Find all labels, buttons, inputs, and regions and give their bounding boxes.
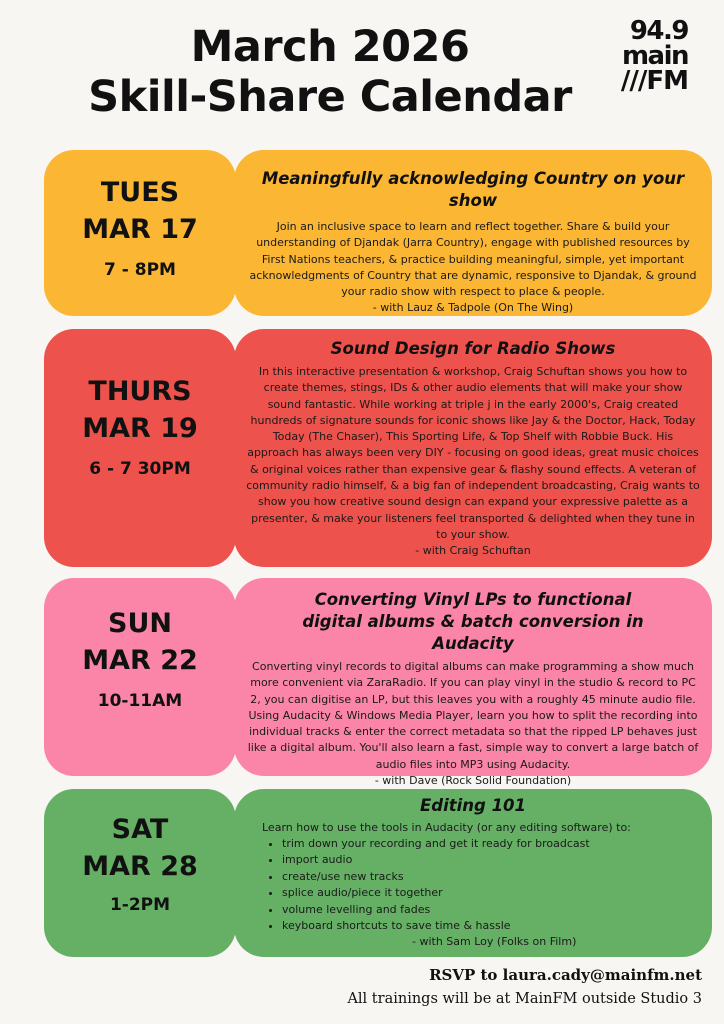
event-title: Converting Vinyl LPs to functional digital albums & batch conversion in Audacity bbox=[302, 590, 644, 653]
event-credit: - with Sam Loy (Folks on Film) bbox=[412, 935, 577, 949]
event-date-box bbox=[44, 789, 236, 957]
event-intro: Learn how to use the tools in Audacity (or any editing software) to: bbox=[262, 821, 631, 834]
event-date: MAR 17 bbox=[82, 214, 198, 245]
event-title: Sound Design for Radio Shows bbox=[330, 339, 616, 358]
logo-main: main bbox=[621, 41, 688, 71]
list-item: • keyboard shortcuts to save time & hassle bbox=[282, 918, 712, 934]
event-date-box bbox=[44, 329, 236, 567]
mainfm-logo bbox=[610, 18, 688, 94]
event-row-4 bbox=[44, 789, 712, 957]
event-credit: - with Lauz & Tadpole (On The Wing) bbox=[372, 301, 574, 315]
list-item: • splice audio/piece it together bbox=[282, 885, 712, 901]
logo-fm: ///FM bbox=[620, 66, 688, 96]
event-row-3 bbox=[44, 578, 712, 788]
title-line-1: March 2026 bbox=[190, 22, 470, 72]
event-description-box bbox=[234, 789, 712, 957]
event-description-box bbox=[234, 150, 712, 316]
event-date-box bbox=[44, 578, 236, 776]
event-topic-list bbox=[234, 836, 712, 934]
event-day: SUN bbox=[108, 608, 172, 639]
event-credit: - with Dave (Rock Solid Foundation) bbox=[374, 774, 572, 788]
event-date: MAR 28 bbox=[82, 851, 198, 882]
event-description-box bbox=[234, 578, 712, 788]
event-title: Meaningfully acknowledging Country on your show bbox=[261, 169, 685, 210]
event-row-1 bbox=[44, 150, 712, 316]
title-line-2: Skill-Share Calendar bbox=[88, 72, 572, 122]
event-row-2 bbox=[44, 329, 712, 567]
rsvp-text: RSVP to laura.cady@mainfm.net bbox=[429, 966, 702, 984]
event-body: Join an inclusive space to learn and reflect together. Share & build your understanding of Djandak (Jarra Country), engage with published resources by First Nations teachers, & practice building meaningful, simple, yet important acknowledgments of Country that are dynamic, responsive to Djandak, & ground your radio show with respect to place & people. bbox=[249, 220, 697, 299]
event-date: MAR 19 bbox=[82, 413, 198, 444]
event-day: TUES bbox=[100, 177, 180, 208]
event-body: Converting vinyl records to digital albums can make programming a show much more convenient via ZaraRadio. If you can play vinyl in the studio & record to PC 2, you can digitise an LP, but this leaves you with a roughly 45 minute audio file. Using Audacity & Windows Media Player, learn you how to split the recording into individual tracks & enter the correct metadata so that the ripped LP behaves just like a digital album. You'll also learn a fast, simple way to convert a large batch of audio files into MP3 using Audacity. bbox=[247, 660, 699, 771]
logo-frequency: 94.9 bbox=[629, 16, 688, 46]
event-day: SAT bbox=[111, 814, 169, 845]
event-time: 7 - 8PM bbox=[104, 260, 176, 280]
event-description-box bbox=[234, 329, 712, 567]
event-time: 6 - 7 30PM bbox=[89, 459, 191, 479]
location-text: All trainings will be at MainFM outside Studio 3 bbox=[347, 991, 702, 1007]
event-day: THURS bbox=[88, 376, 192, 407]
event-date-box bbox=[44, 150, 236, 316]
event-title: Editing 101 bbox=[419, 796, 527, 815]
list-item: • import audio bbox=[282, 852, 712, 868]
event-time: 1-2PM bbox=[109, 895, 171, 915]
event-body: In this interactive presentation & workshop, Craig Schuftan shows you how to create themes, stings, IDs & other audio elements that will make your show sound fantastic. While working at triple j in the early 2000's, Craig created hundreds of signature sounds for iconic shows like Jay & the Doctor, Hack, Today Today (The Chaser), This Sporting Life, & Top Shelf with Robbie Buck. His approach has always been very DIY - focusing on good ideas, great music choices & original voices rather than expensive gear & flashy sound effects. A veteran of community radio himself, & a big fan of independent broadcasting, Craig wants to show you how creative sound design can expand your expressive palette as a presenter, & make your listeners feel transported & delighted when they tune in to your show. bbox=[246, 365, 700, 541]
list-item: • create/use new tracks bbox=[282, 869, 712, 885]
event-date: MAR 22 bbox=[82, 645, 198, 676]
event-credit: - with Craig Schuftan bbox=[415, 544, 531, 558]
list-item: • trim down your recording and get it ready for broadcast bbox=[282, 836, 712, 852]
list-item: • volume levelling and fades bbox=[282, 902, 712, 918]
page-title bbox=[0, 22, 660, 122]
event-time: 10-11AM bbox=[97, 691, 183, 711]
